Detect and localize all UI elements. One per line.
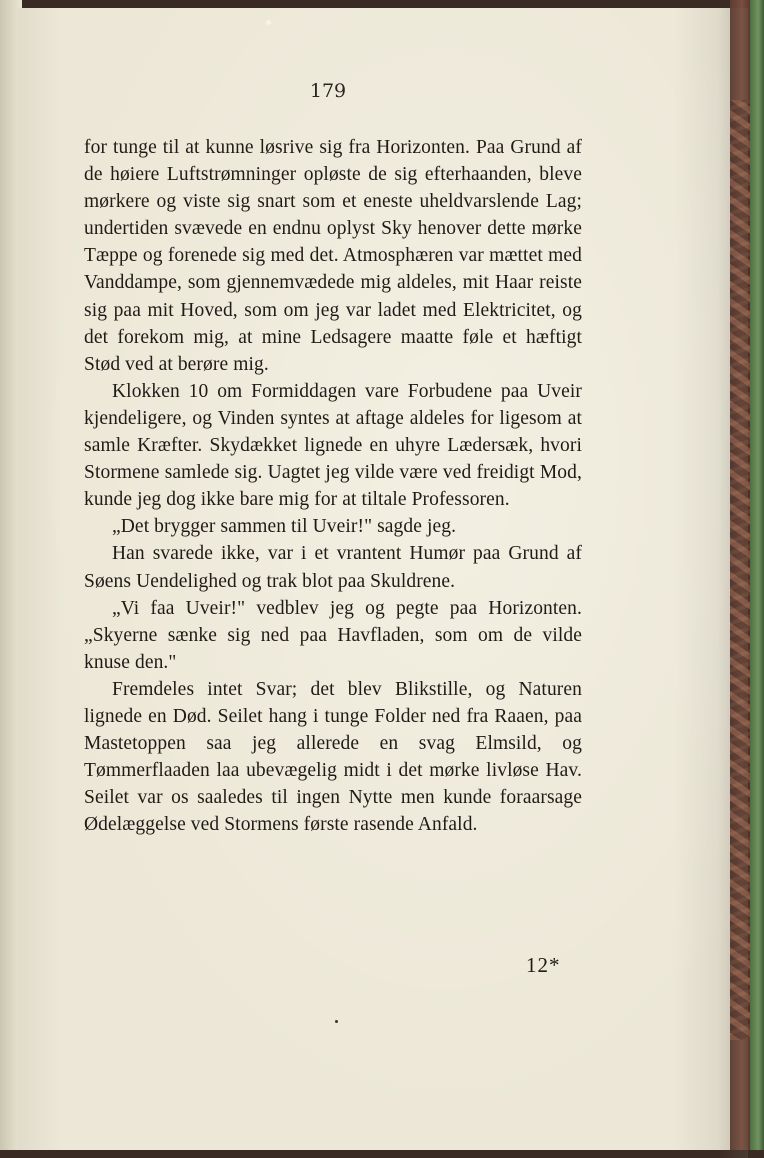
paragraph: Fremdeles intet Svar; det blev Blikstille, og Naturen lignede en Død. Seilet hang i tunge Folder ned fra Raaen, paa Mastetoppen saa jeg allerede en svag Elmsild, og Tømmerflaaden laa ubevægelig midt i det mørke livløse Hav. Seilet var os saaledes til ingen Nytte men kunde foraarsage Ødelæggelse ved Stormens første rasende Anfald. <box>84 678 582 836</box>
paragraph: Han svarede ikke, var i et vrantent Humør paa Grund af Søens Uendelighed og trak blot paa Skuldrene. <box>84 543 582 592</box>
paragraph: „Vi faa Uveir!" vedblev jeg og pegte paa Horizonten. „Skyerne sænke sig ned paa Havfladen, som om de vilde knuse den." <box>84 597 582 673</box>
body-text <box>84 134 582 838</box>
page-gutter-shadow <box>718 8 748 1158</box>
signature-mark: 12* <box>526 953 561 977</box>
book-page <box>18 8 730 1150</box>
page-number: 179 <box>309 80 347 102</box>
paragraph: „Det brygger sammen til Uveir!" sagde jeg. <box>112 516 457 538</box>
paragraph: for tunge til at kunne løsrive sig fra Horizonten. Paa Grund af de høiere Luftstrømninger opløste de sig efterhaanden, bleve mørkere og viste sig snart som et eneste uheldvarslende Lag; undertiden svævede en endnu oplyst Sky henover dette mørke Tæppe og forenede sig med det. Atmosphæren var mættet med Vanddampe, som gjennemvædede mig aldeles, mit Haar reiste sig paa mit Hoved, som om jeg var ladet med Elektricitet, og det forekom mig, at mine Ledsagere maatte føle et hæftigt Stød ved at berøre mig. <box>84 137 582 375</box>
paragraph: Klokken 10 om Formiddagen vare Forbudene paa Uveir kjendeligere, og Vinden syntes at aftage aldeles for ligesom at samle Kræfter. Skydækket lignede en uhyre Lædersæk, hvori Stormene samlede sig. Uagtet jeg vilde være ved freidigt Mod, kunde jeg dog ikke bare mig for at tiltale Professoren. <box>84 380 582 511</box>
paper-speck <box>266 20 271 25</box>
paper-speck <box>335 1020 338 1023</box>
cloth-spine <box>750 0 764 1150</box>
